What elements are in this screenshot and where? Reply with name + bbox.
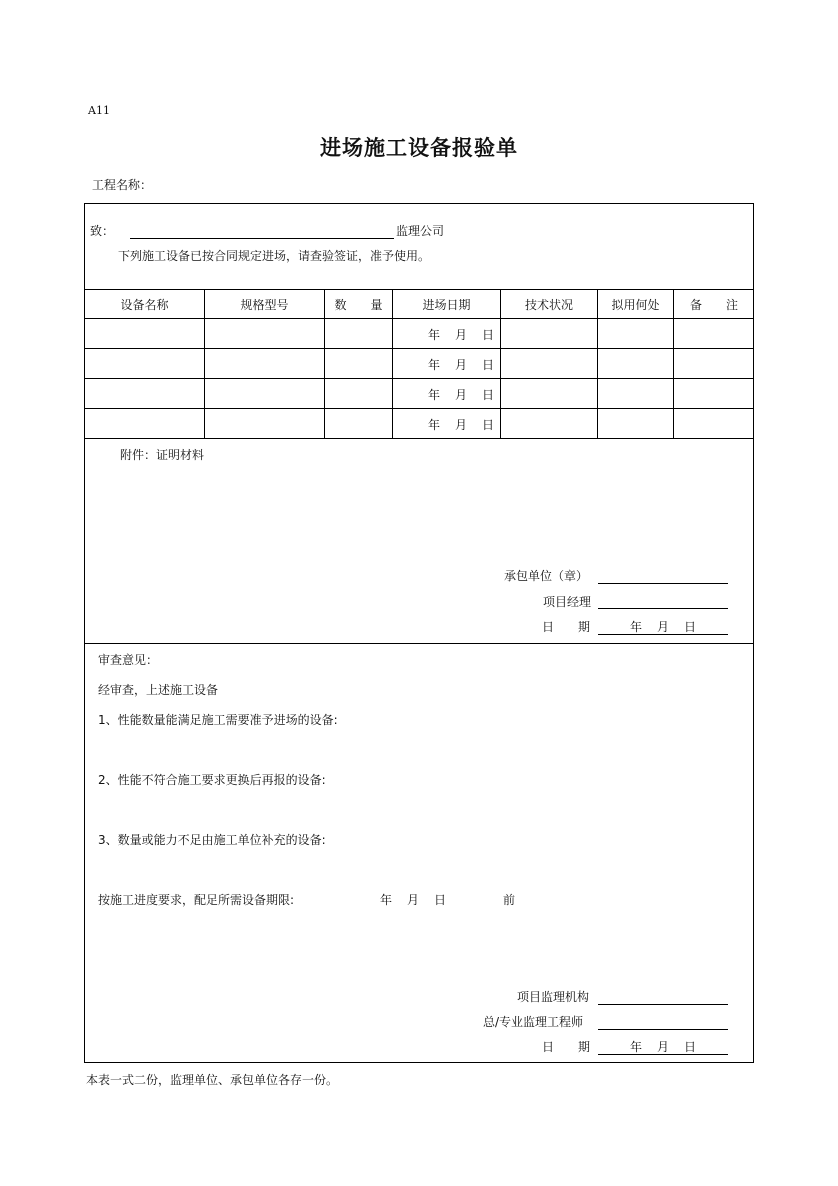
table-row-date[interactable] (393, 416, 500, 432)
table-row-date[interactable] (393, 356, 500, 372)
attachment-date-month: 月 (657, 620, 670, 634)
supervision-org-label: 项目监理机构 (517, 990, 590, 1004)
project-name-label: 工程名称： (92, 178, 153, 192)
table-top-border (84, 289, 754, 290)
contractor-label: 承包单位（章） (504, 569, 589, 583)
review-date-day: 日 (684, 1040, 697, 1054)
project-manager-label: 项目经理 (543, 595, 592, 609)
supervisor-company-field[interactable] (130, 238, 394, 239)
table-bottom-border (84, 438, 754, 439)
review-intro: 经审查，上述施工设备 (98, 683, 219, 697)
deadline-month: 月 (407, 893, 420, 907)
date-year: 年 (428, 418, 441, 432)
review-date-label: 日 期 (542, 1040, 591, 1054)
review-date-year: 年 (630, 1040, 643, 1054)
project-manager-field[interactable] (598, 608, 728, 609)
date-month: 月 (455, 328, 468, 342)
header-tech-status: 技术状况 (524, 298, 573, 312)
contractor-field[interactable] (598, 583, 728, 584)
review-item-2: 2、性能不符合施工要求更换后再报的设备: (98, 773, 326, 787)
intro-text: 下列施工设备已按合同规定进场，请查验签证，准予使用。 (118, 249, 431, 263)
table-row-date[interactable] (393, 326, 500, 342)
review-item-3: 3、数量或能力不足由施工单位补充的设备: (98, 833, 326, 847)
review-item-1: 1、性能数量能满足施工需要准予进场的设备: (98, 713, 338, 727)
date-day: 日 (482, 328, 495, 342)
header-remarks: 备 注 (689, 298, 738, 312)
table-row-border (84, 378, 754, 379)
supervision-engineer-label: 总/专业监理工程师 (483, 1015, 584, 1029)
header-quantity: 数 量 (334, 298, 383, 312)
date-year: 年 (428, 358, 441, 372)
attachment-date-field[interactable] (598, 634, 728, 635)
table-row-border (84, 348, 754, 349)
date-day: 日 (482, 358, 495, 372)
deadline-day: 日 (434, 893, 447, 907)
header-intended-use: 拟用何处 (611, 298, 660, 312)
supervision-org-field[interactable] (598, 1004, 728, 1005)
date-month: 月 (455, 388, 468, 402)
header-equipment-name: 设备名称 (120, 298, 169, 312)
attachment-date-year: 年 (630, 620, 643, 634)
supervision-engineer-field[interactable] (598, 1029, 728, 1030)
attachment-date-label: 日 期 (542, 620, 591, 634)
header-entry-date: 进场日期 (422, 298, 471, 312)
deadline-before: 前 (503, 893, 516, 907)
date-year: 年 (428, 388, 441, 402)
review-date-month: 月 (657, 1040, 670, 1054)
form-code: A11 (88, 104, 110, 117)
review-title: 审查意见： (98, 653, 159, 667)
table-header-border (84, 318, 754, 319)
table-row-date[interactable] (393, 386, 500, 402)
to-label: 致： (90, 224, 115, 238)
date-month: 月 (455, 358, 468, 372)
section-divider (84, 643, 754, 644)
page-title: 进场施工设备报验单 (320, 136, 518, 160)
attachment-date-day: 日 (684, 620, 697, 634)
date-month: 月 (455, 418, 468, 432)
attachment-label: 附件：证明材料 (120, 448, 205, 462)
date-day: 日 (482, 418, 495, 432)
company-suffix: 监理公司 (396, 224, 445, 238)
deadline-year: 年 (380, 893, 393, 907)
header-spec-model: 规格型号 (240, 298, 289, 312)
deadline-label: 按施工进度要求，配足所需设备期限: (98, 893, 295, 907)
date-day: 日 (482, 388, 495, 402)
footnote: 本表一式二份，监理单位、承包单位各存一份。 (86, 1073, 339, 1087)
table-row-border (84, 408, 754, 409)
review-date-field[interactable] (598, 1054, 728, 1055)
date-year: 年 (428, 328, 441, 342)
